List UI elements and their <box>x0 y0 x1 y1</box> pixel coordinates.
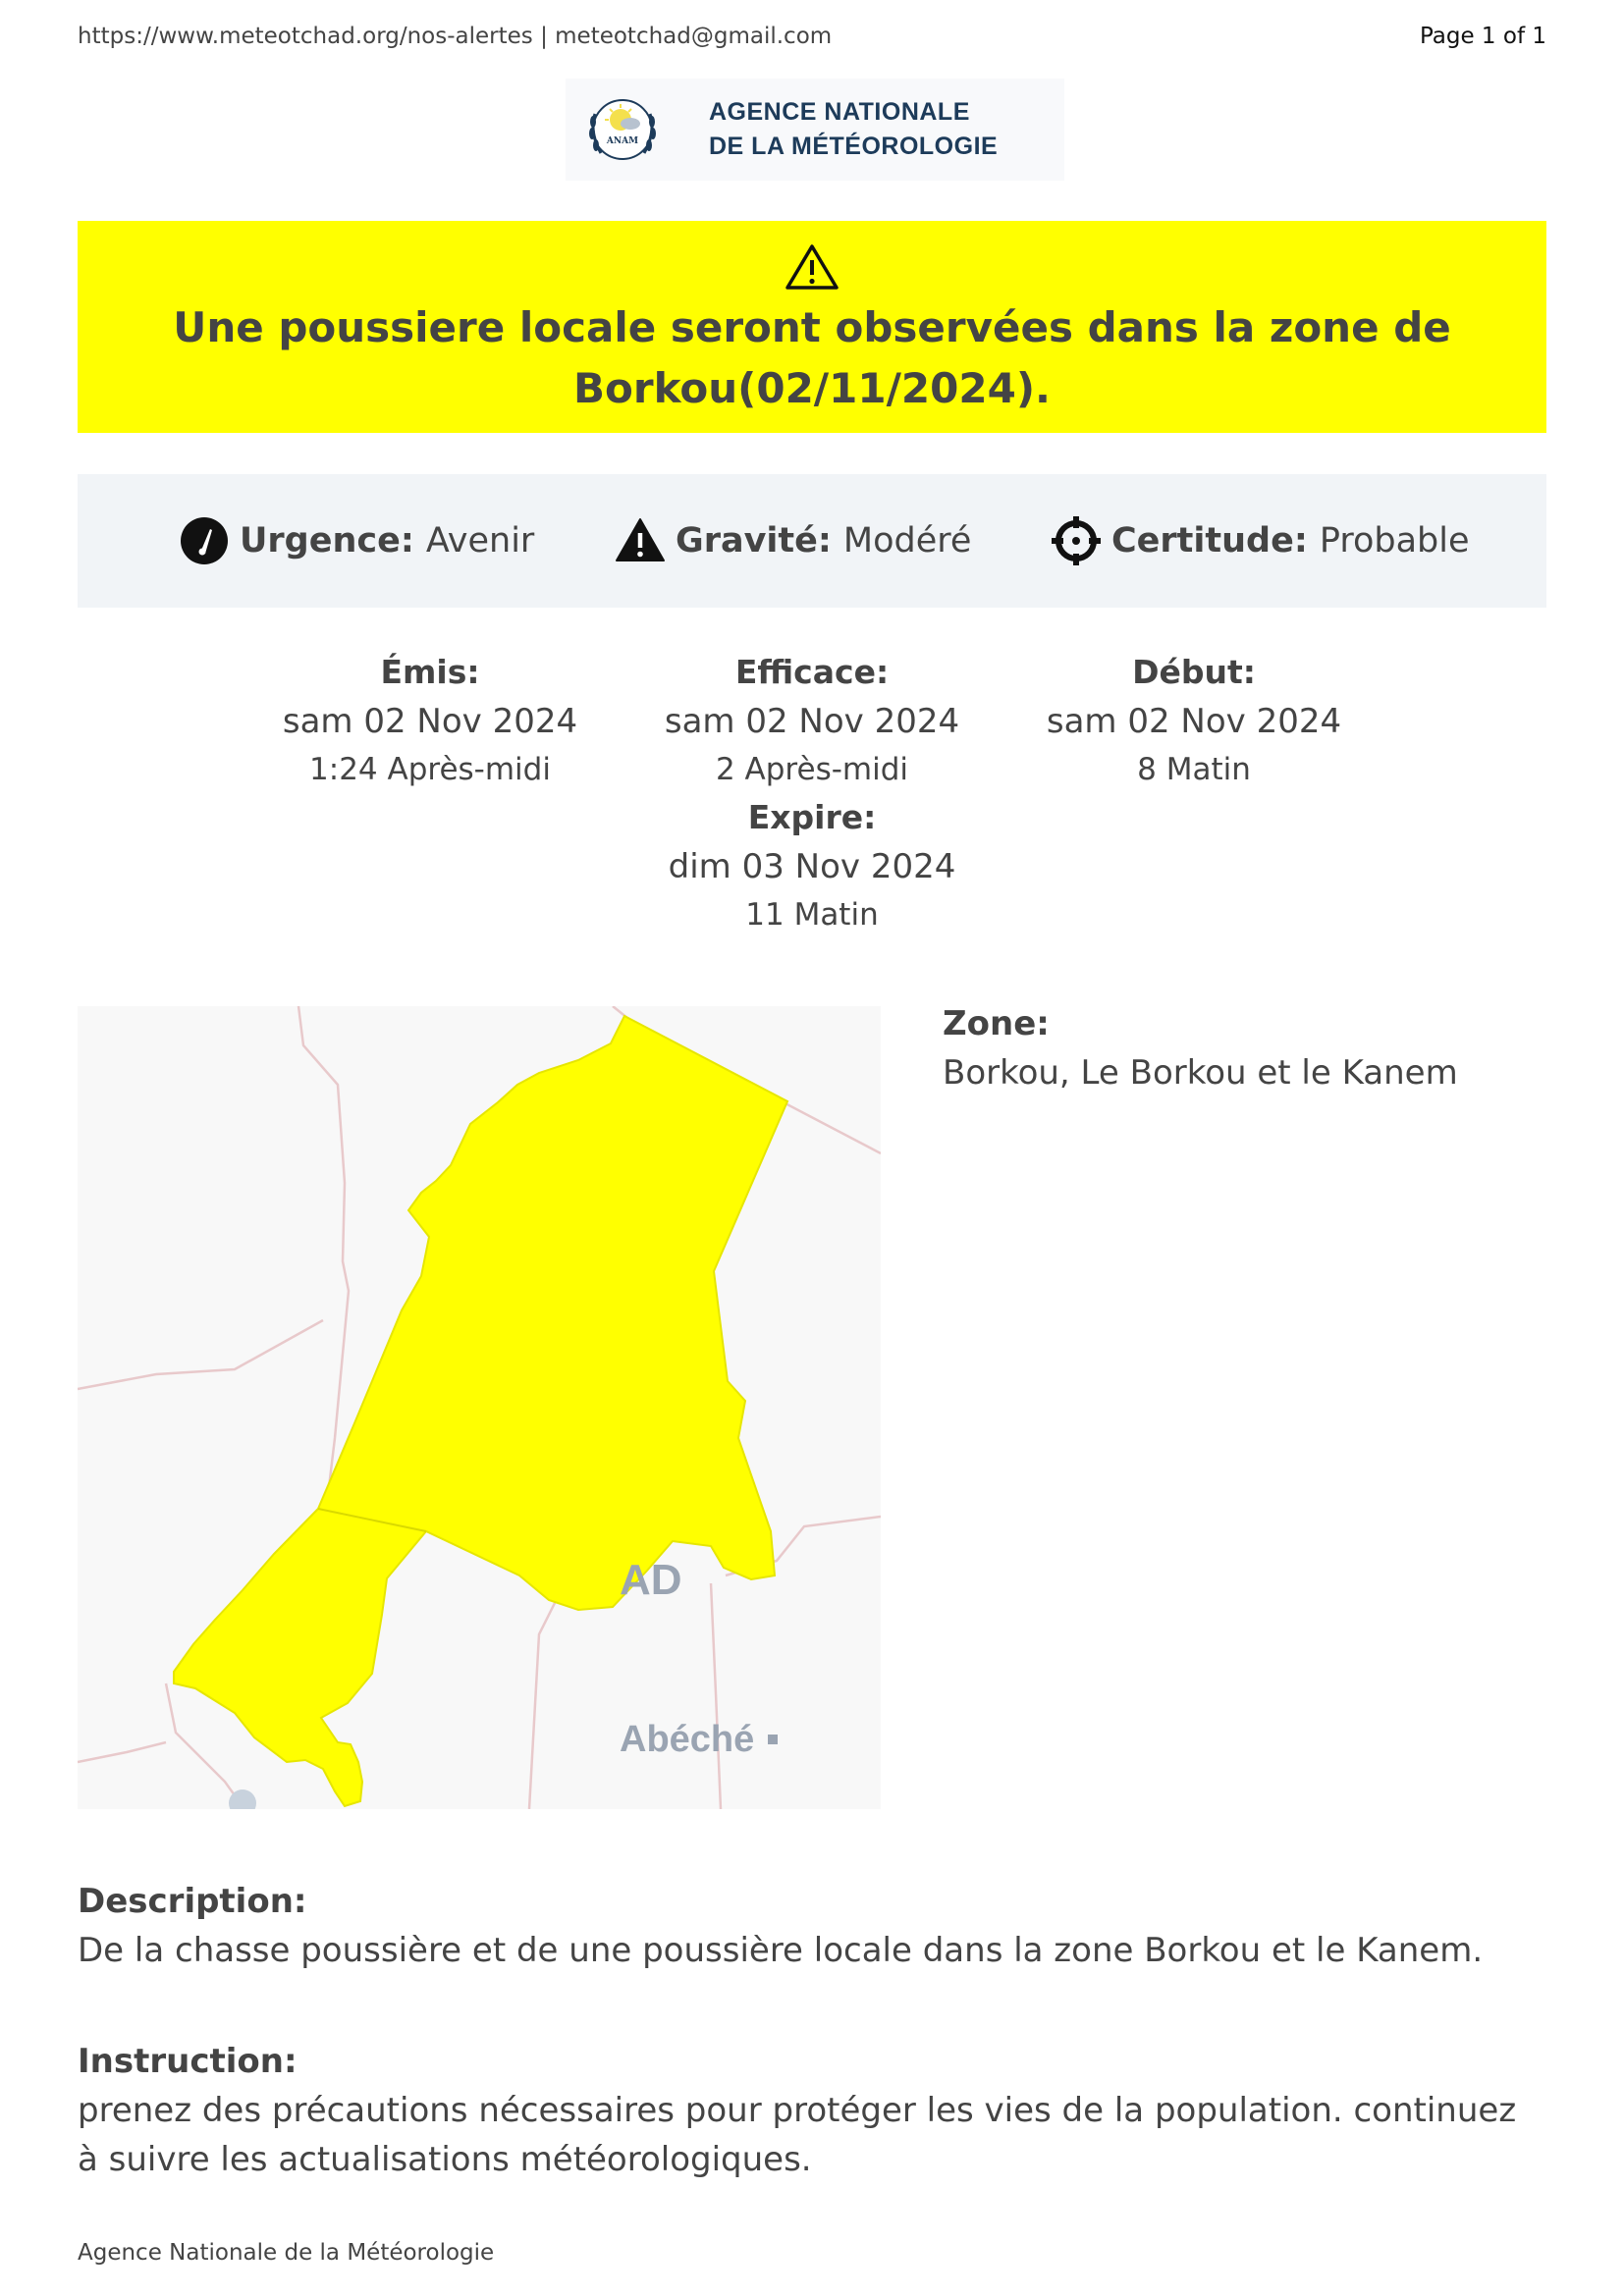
onset-date: sam 02 Nov 2024 <box>1046 702 1342 741</box>
crosshairs-icon <box>1051 515 1102 566</box>
effective-label: Efficace: <box>734 653 890 691</box>
alert-area-map <box>78 1006 881 1809</box>
instruction-section <box>78 2037 1546 2184</box>
zone-block <box>943 999 1532 1097</box>
certainty-value: Probable <box>1319 521 1470 561</box>
issued-block <box>273 648 587 793</box>
onset-label: Début: <box>1132 653 1256 691</box>
city-marker-icon <box>768 1735 778 1744</box>
onset-time: 8 Matin <box>1137 752 1251 787</box>
anam-seal-icon <box>575 84 670 175</box>
description-label: Description: <box>78 1882 307 1921</box>
map-label-country: AD <box>620 1556 682 1604</box>
description-section <box>78 1877 1546 1975</box>
alert-meta-bar <box>78 474 1546 608</box>
instruction-text: prenez des précautions nécessaires pour protéger les vies de la population. continuez à suivre les actualisations météorologiques. <box>78 2091 1517 2179</box>
alert-triangle-icon <box>615 515 666 566</box>
certainty-label: Certitude: <box>1111 521 1308 561</box>
page-footer: Agence Nationale de la Météorologie <box>78 2240 495 2266</box>
expires-label: Expire: <box>747 798 877 836</box>
issued-label: Émis: <box>380 653 480 691</box>
agency-name-line1: AGENCE NATIONALE <box>709 98 970 126</box>
expires-date: dim 03 Nov 2024 <box>668 847 956 886</box>
effective-date: sam 02 Nov 2024 <box>664 702 960 741</box>
severity-value: Modéré <box>842 521 972 561</box>
severity-item <box>615 474 971 608</box>
zone-value: Borkou, Le Borkou et le Kanem <box>943 1053 1458 1093</box>
urgency-label: Urgence: <box>240 521 414 561</box>
page-number: Page 1 of 1 <box>1419 24 1546 49</box>
description-text: De la chasse poussière et de une poussière locale dans la zone Borkou et le Kanem. <box>78 1931 1484 1970</box>
expires-time: 11 Matin <box>745 897 879 933</box>
instruction-label: Instruction: <box>78 2042 298 2081</box>
alert-banner <box>78 221 1546 433</box>
seal-text: ANAM <box>606 136 639 146</box>
effective-block <box>655 648 969 938</box>
zone-label: Zone: <box>943 1004 1050 1043</box>
effective-time: 2 Après-midi <box>715 752 909 787</box>
severity-label: Gravité: <box>676 521 832 561</box>
warning-triangle-icon <box>785 242 839 292</box>
issued-date: sam 02 Nov 2024 <box>282 702 578 741</box>
issued-time: 1:24 Après-midi <box>309 752 551 787</box>
onset-block <box>1037 648 1351 793</box>
header-url-line: https://www.meteotchad.org/nos-alertes | meteotchad@gmail.com <box>78 24 833 49</box>
certainty-item <box>1051 474 1470 608</box>
page-header <box>78 24 1546 55</box>
urgency-value: Avenir <box>425 521 535 561</box>
map-canvas <box>78 1006 881 1809</box>
agency-logo <box>566 79 1064 181</box>
urgency-gauge-icon <box>179 515 230 566</box>
map-label-city: Abéché <box>620 1719 755 1760</box>
alert-title: Une poussiere locale seront observées dans la zone de Borkou(02/11/2024). <box>173 303 1451 412</box>
agency-name-line2: DE LA MÉTÉOROLOGIE <box>709 133 999 160</box>
urgency-item <box>179 474 534 608</box>
